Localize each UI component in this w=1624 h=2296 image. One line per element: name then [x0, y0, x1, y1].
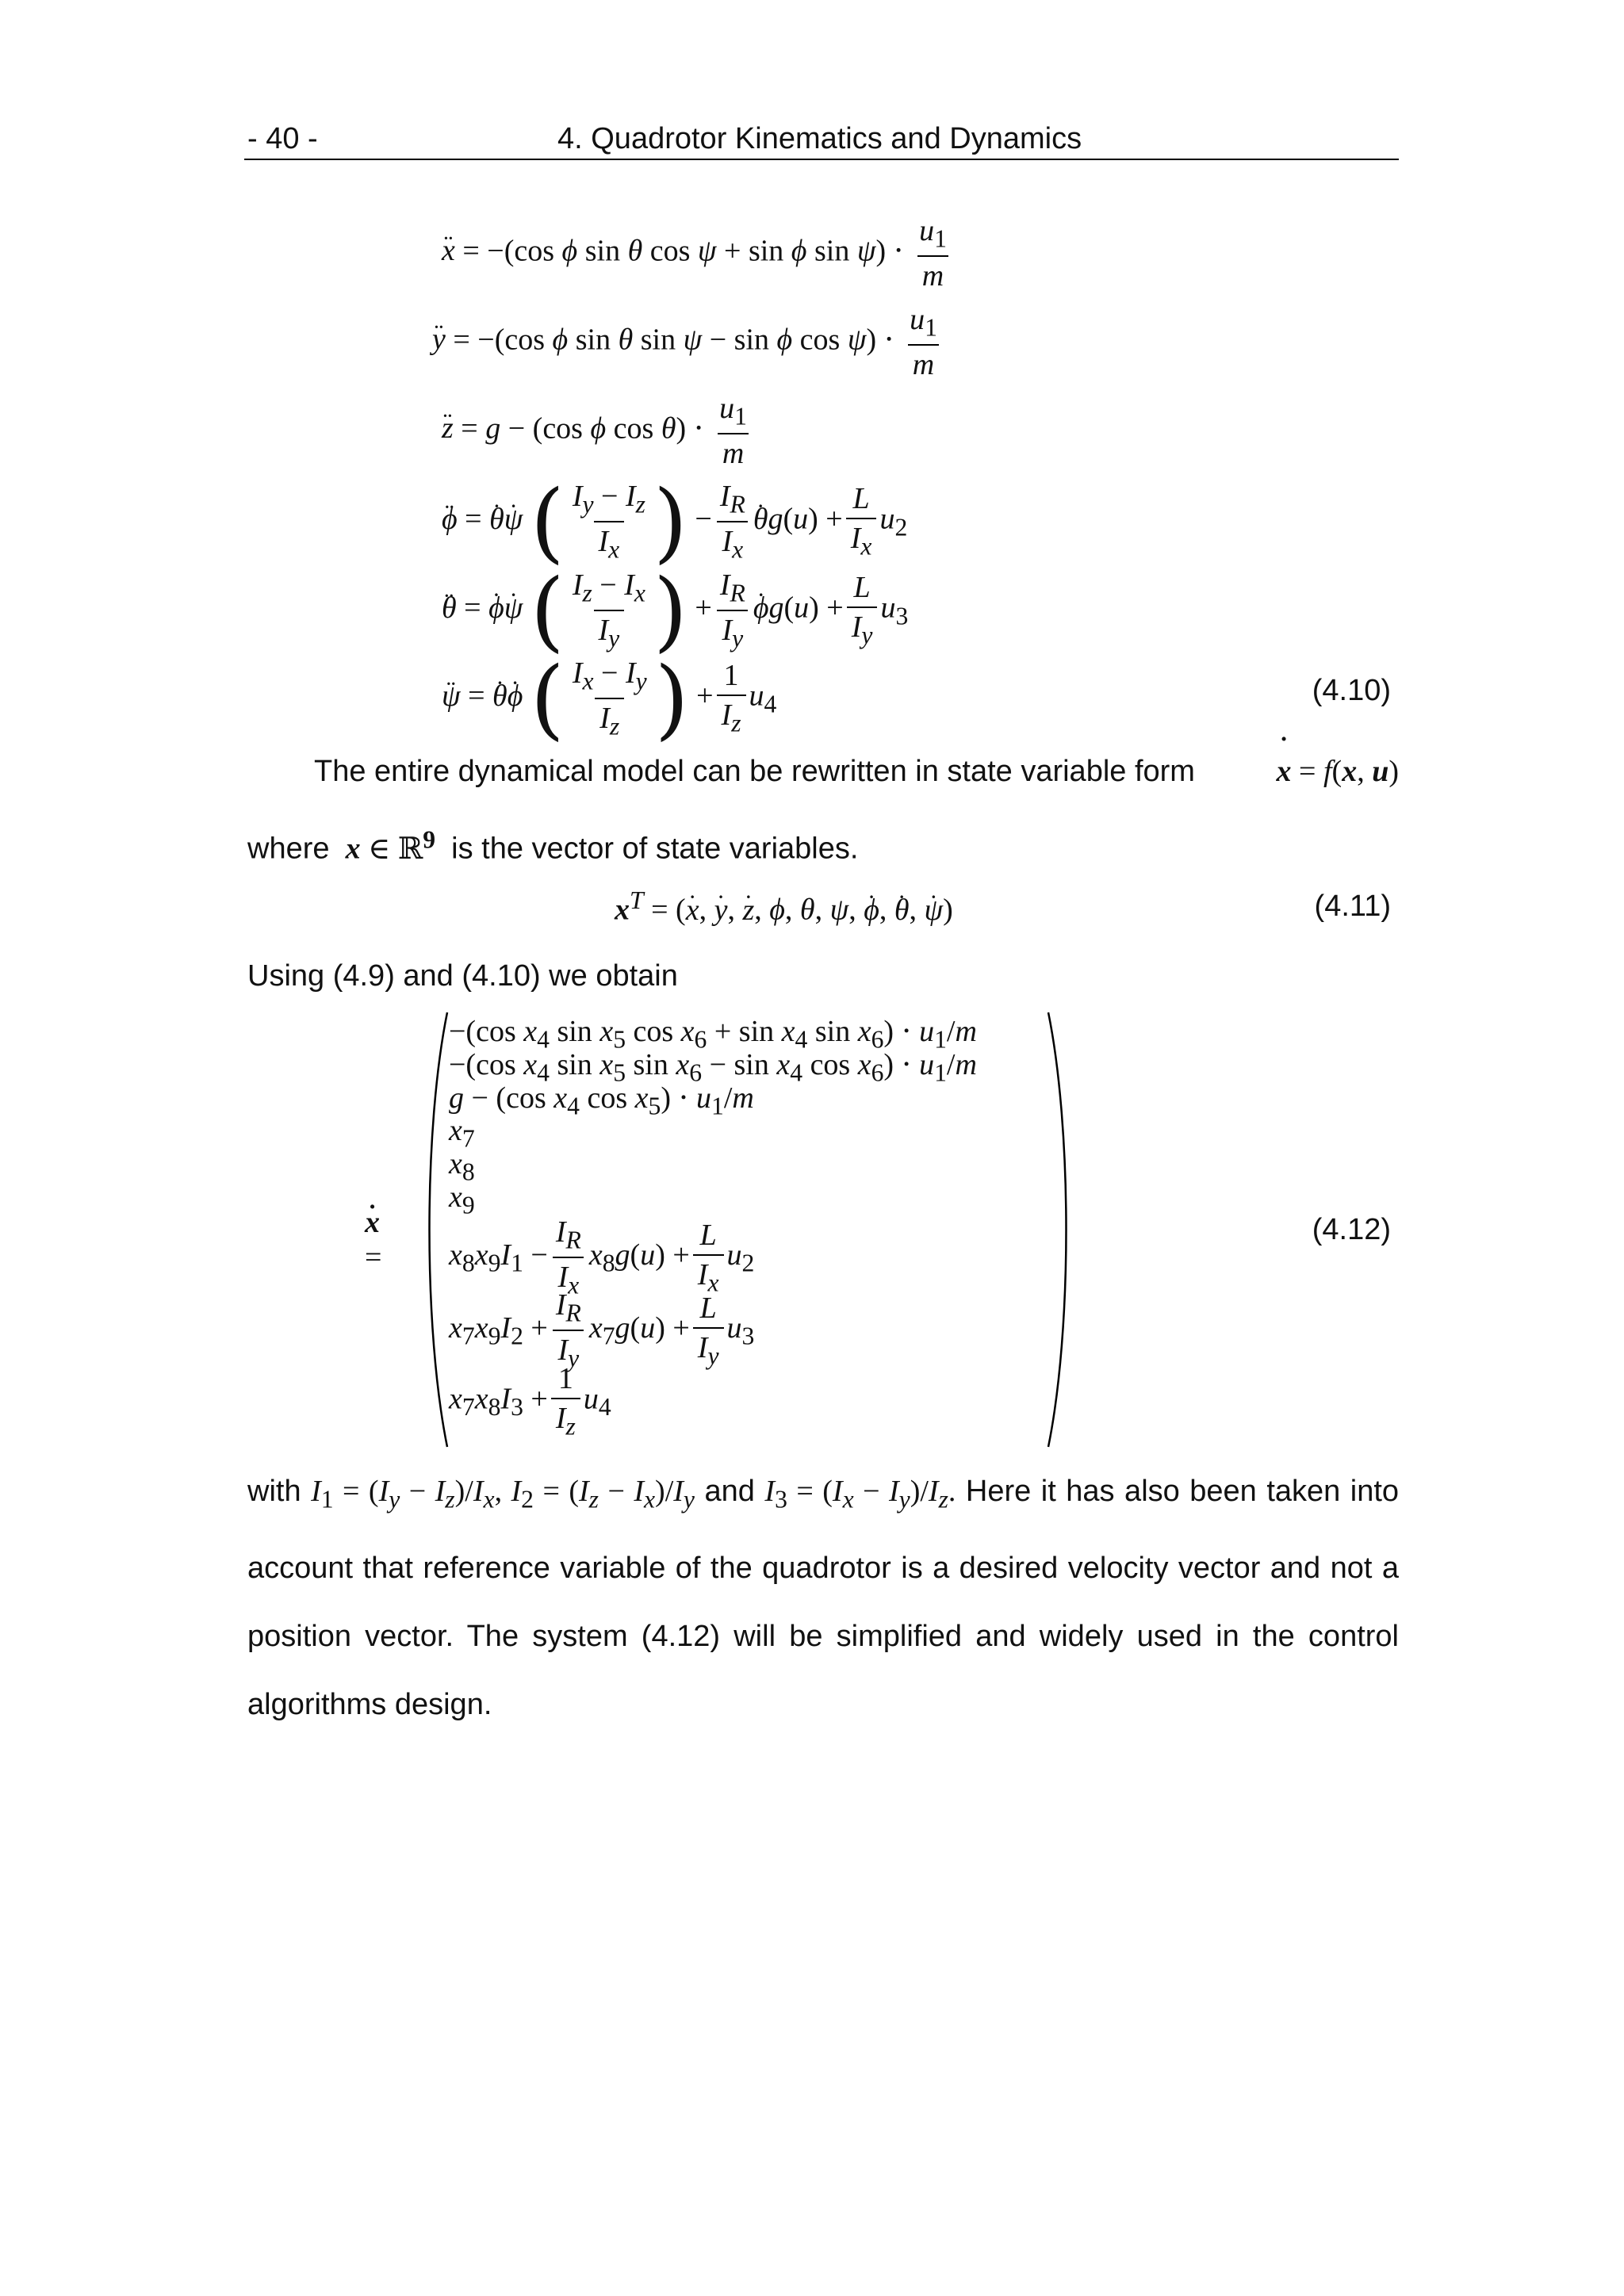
matrix-body [427, 1011, 1378, 1448]
matrix-row-1: −(cos $x_4$ $\sin x_5$ $\cos x_6 + \sin x_4$ $\sin x_6) \cdot u_1/m$ [449, 1015, 977, 1054]
para3-rest: Here it has also been taken into account that reference variable of the quadrotor is a desired velocity vector and not a position vector. The system (4.12) will be simplified and widely used in the control algorithms design. [247, 1475, 1400, 1721]
left-paren-icon [427, 1011, 450, 1448]
paragraph-using: Using (4.9) and (4.10) we obtain [247, 959, 678, 993]
inline-math-i1: $I_1 = (I_y - I_z)/I_x$, $I_2 = (I_z - I_x)/I_y$ [311, 1475, 695, 1513]
chapter-title: 4. Quadrotor Kinematics and Dynamics [557, 122, 1082, 155]
para3-and: and [704, 1475, 755, 1508]
para1-lead: The entire dynamical model can be rewritten in state variable form [314, 755, 1195, 788]
matrix-row-4: $x_7$ [449, 1114, 475, 1153]
equation-psi-ddot: ¨ ψ = ˙ θ˙ ϕ ( $\frac{I_x - I_y}{I_z}$ ) + $\frac{1}{I_z}$ $u_4$ [442, 655, 776, 742]
inline-math-i3: $I_3 = (I_x - I_y)/I_z$. [764, 1475, 956, 1513]
matrix-row-2: −(cos $x_4$ $\sin x_5$ $\sin x_6 - \sin x_4$ $\cos x_6) \cdot u_1/m$ [449, 1048, 977, 1087]
matrix-row-5: $x_8$ [449, 1147, 475, 1186]
equation-z-ddot: ¨ z = g − (cos ϕ cos θ) ⋅ $\frac{u_1}{m}$ [442, 393, 755, 469]
inline-math-state-eq: ˙ x = f(x, u) [1277, 737, 1399, 806]
para1-tail: is the vector of state variables. [451, 832, 859, 866]
equation-theta-ddot: ¨ θ = ˙ ϕ˙ ψ ( $\frac{I_z - I_x}{I_y}$ ) + $\frac{I_R}{I_y}$ ˙ ϕg(u) + $\frac{L}{I_y}$ $u_3$ [442, 567, 908, 654]
matrix-row-9: $x_7x_8I_3$ + $\frac{1}{I_z}$ $u_4$ [449, 1362, 611, 1441]
matrix-row-3: g − (cos $x_4$ $\cos x_5) \cdot u_1/m$ [449, 1081, 754, 1120]
paragraph-with [247, 1457, 1399, 1739]
equation-state-vector: $x^T$ = (˙ x, ˙ y, ˙ z, ϕ, θ, ψ, ˙ ϕ, ˙ θ, ˙ ψ) [615, 888, 953, 925]
equation-phi-ddot: ¨ ϕ = ˙ θ˙ ψ ( $\frac{I_y - I_z}{I_x}$ ) − $\frac{I_R}{I_x}$ ˙ θg(u) + $\frac{L}{I_x}$ $u_2$ [442, 478, 907, 565]
matrix-row-6: $x_9$ [449, 1181, 475, 1219]
para3-with: with [247, 1475, 301, 1508]
inline-math-x-in-r9: x ∈ ℝ$^9$ [345, 825, 436, 866]
matrix-lhs: ˙ x = [365, 1205, 381, 1275]
equation-y-ddot: ¨ y = −(cos ϕ sin θ sin ψ − sin ϕ cos ψ) ⋅ $\frac{u_1}{m}$ [432, 304, 945, 380]
matrix-row-8: $x_7x_9I_2$ + $\frac{I_R}{I_y}$ $x_7g(u)$ + $\frac{L}{I_y}$ $u_3$ [449, 1288, 755, 1372]
equation-number-4-11: (4.11) [1314, 890, 1391, 923]
para1-where: where [247, 832, 330, 866]
header-rule [244, 159, 1399, 160]
equation-x-ddot: ¨ x = −(cos ϕ sin θ cos ψ + sin ϕ sin ψ) ⋅ $\frac{u_1}{m}$ [442, 216, 955, 291]
paragraph-state-form [247, 737, 1399, 883]
equation-number-4-10: (4.10) [1312, 674, 1391, 707]
equation-number-4-12: (4.12) [1312, 1213, 1391, 1246]
right-paren-icon [1045, 1011, 1069, 1448]
matrix-row-7: $x_8x_9I_1$ − $\frac{I_R}{I_x}$ $x_8g(u)$ + $\frac{L}{I_x}$ $u_2$ [449, 1215, 755, 1299]
page-number: - 40 - [247, 122, 318, 155]
